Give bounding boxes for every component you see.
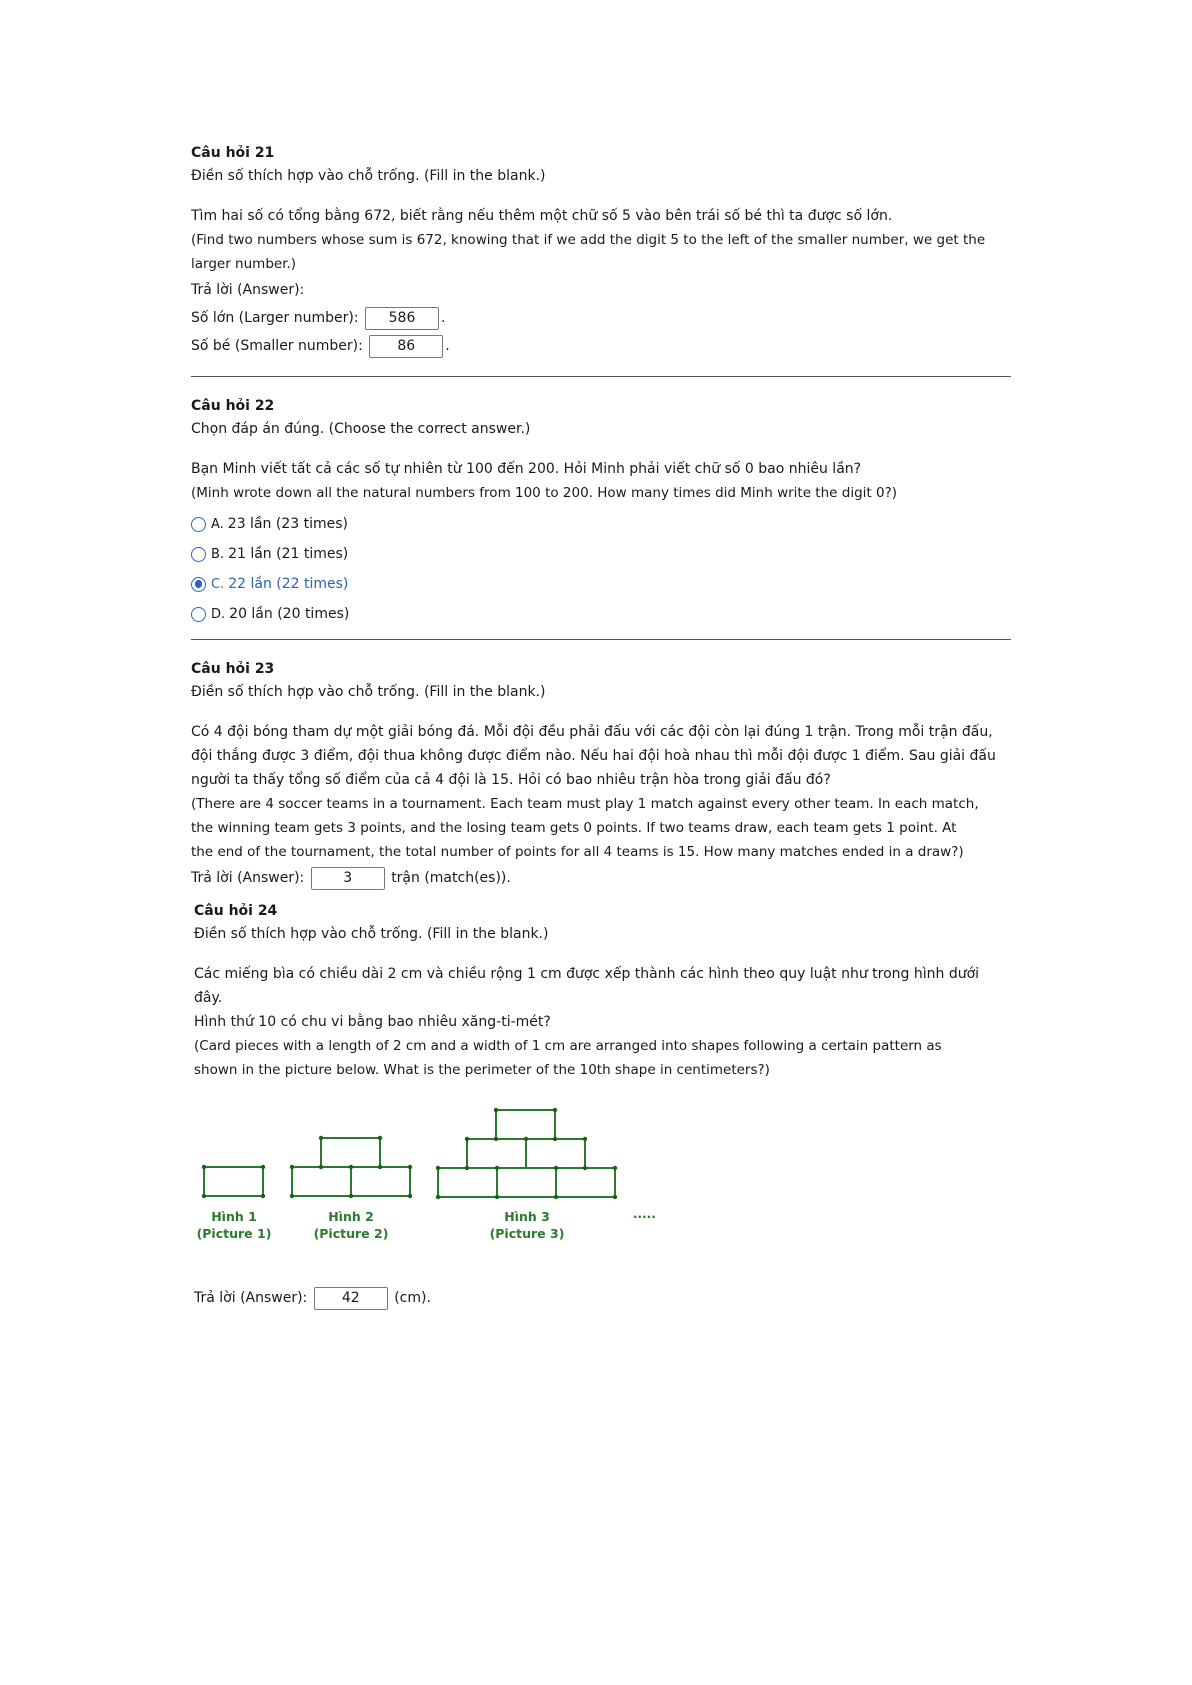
question-23 (191, 658, 1011, 892)
smaller-number-label: Số bé (Smaller number): (191, 338, 363, 354)
option-c[interactable] (191, 569, 1011, 599)
larger-number-label: Số lớn (Larger number): (191, 310, 359, 326)
question-24 (194, 900, 1011, 1312)
card-rect (292, 1167, 351, 1196)
larger-number-row (191, 304, 1011, 332)
option-text: 23 lần (23 times) (227, 516, 348, 532)
question-text-vi: Các miếng bìa có chiều dài 2 cm và chiều rộng 1 cm được xếp thành các hình theo quy luật như trong hình dưới đây. (194, 966, 980, 1006)
caption-en: (Picture 3) (489, 1226, 565, 1241)
answer-input[interactable]: 42 (314, 1287, 388, 1310)
question-title: Câu hỏi 23 (191, 661, 275, 677)
period: . (445, 338, 450, 354)
card-rect (204, 1167, 263, 1196)
question-instruction: Chọn đáp án đúng. (Choose the correct answer.) (191, 421, 531, 437)
card-rect (556, 1168, 615, 1197)
answer-row (191, 864, 1011, 892)
radio-selected-icon[interactable] (191, 577, 206, 592)
picture-3-caption (482, 1208, 572, 1242)
question-text-vi: Bạn Minh viết tất cả các số tự nhiên từ 100 đến 200. Hỏi Minh phải viết chữ số 0 bao nhiêu lần? (191, 461, 862, 477)
card-rect (496, 1110, 555, 1139)
option-text: 21 lần (21 times) (228, 546, 349, 562)
picture-1-caption (189, 1208, 279, 1242)
card-rect (526, 1139, 585, 1168)
divider (191, 639, 1011, 640)
continuation-dots: ..... (633, 1207, 656, 1221)
question-22 (191, 395, 1011, 629)
question-text-en: the winning team gets 3 points, and the losing team gets 0 points. If two teams draw, each team gets 1 point. At (191, 820, 957, 836)
answer-unit: trận (match(es)). (391, 870, 511, 886)
option-letter: A. (211, 516, 224, 532)
option-letter: C. (211, 576, 225, 592)
option-text: 22 lần (22 times) (228, 576, 349, 592)
question-text-en: (Find two numbers whose sum is 672, knowing that if we add the digit 5 to the left of the smaller number, we get the larger number.) (191, 232, 986, 272)
answer-label: Trả lời (Answer): (191, 282, 305, 298)
card-rect (321, 1138, 380, 1167)
option-d[interactable] (191, 599, 1011, 629)
question-text-en: (There are 4 soccer teams in a tournament. Each team must play 1 match against every other team. In each match, (191, 796, 979, 812)
option-a[interactable] (191, 509, 1011, 539)
picture-2-caption (306, 1208, 396, 1242)
pattern-figure (194, 1108, 1014, 1278)
question-text-en: the end of the tournament, the total number of points for all 4 teams is 15. How many matches ended in a draw?) (191, 844, 964, 860)
question-text-en: (Card pieces with a length of 2 cm and a width of 1 cm are arranged into shapes following a certain pattern as (194, 1038, 942, 1054)
card-pattern-drawing (194, 1108, 654, 1223)
answer-label: Trả lời (Answer): (191, 870, 305, 886)
question-title: Câu hỏi 24 (194, 903, 278, 919)
question-title: Câu hỏi 22 (191, 398, 275, 414)
question-instruction: Điền số thích hợp vào chỗ trống. (Fill in the blank.) (194, 926, 549, 942)
card-rect (438, 1168, 497, 1197)
question-text-vi: Hình thứ 10 có chu vi bằng bao nhiêu xăng-ti-mét? (194, 1014, 551, 1030)
question-title: Câu hỏi 21 (191, 145, 275, 161)
quiz-page (191, 142, 1011, 1312)
option-letter: B. (211, 546, 225, 562)
question-text-vi: Tìm hai số có tổng bằng 672, biết rằng nếu thêm một chữ số 5 vào bên trái số bé thì ta được số lớn. (191, 208, 893, 224)
question-text-vi: Có 4 đội bóng tham dự một giải bóng đá. Mỗi đội đều phải đấu với các đội còn lại đúng 1 trận. Trong mỗi trận đấu, (191, 724, 993, 740)
option-b[interactable] (191, 539, 1011, 569)
larger-number-input[interactable]: 586 (365, 307, 439, 330)
question-text-en: (Minh wrote down all the natural numbers from 100 to 200. How many times did Minh write the digit 0?) (191, 485, 897, 501)
question-instruction: Điền số thích hợp vào chỗ trống. (Fill in the blank.) (191, 684, 546, 700)
card-rect (497, 1168, 556, 1197)
card-rect (467, 1139, 526, 1168)
caption-en: (Picture 1) (196, 1226, 272, 1241)
period: . (441, 310, 446, 326)
card-rect (351, 1167, 410, 1196)
radio-icon[interactable] (191, 607, 206, 622)
caption-vi: Hình 2 (328, 1209, 374, 1224)
question-21 (191, 142, 1011, 360)
question-instruction: Điền số thích hợp vào chỗ trống. (Fill in the blank.) (191, 168, 546, 184)
smaller-number-row (191, 332, 1011, 360)
option-letter: D. (211, 606, 226, 622)
smaller-number-input[interactable]: 86 (369, 335, 443, 358)
option-text: 20 lần (20 times) (229, 606, 350, 622)
divider (191, 376, 1011, 377)
caption-en: (Picture 2) (313, 1226, 389, 1241)
answer-input[interactable]: 3 (311, 867, 385, 890)
answer-row (194, 1284, 1011, 1312)
caption-vi: Hình 1 (211, 1209, 257, 1224)
question-text-vi: đội thắng được 3 điểm, đội thua không được điểm nào. Nếu hai đội hoà nhau thì mỗi đội được 1 điểm. Sau giải đấu (191, 748, 996, 764)
caption-vi: Hình 3 (504, 1209, 550, 1224)
question-text-en: shown in the picture below. What is the perimeter of the 10th shape in centimeters?) (194, 1062, 770, 1078)
radio-icon[interactable] (191, 547, 206, 562)
question-text-vi: người ta thấy tổng số điểm của cả 4 đội là 15. Hỏi có bao nhiêu trận hòa trong giải đấu đó? (191, 772, 831, 788)
answer-label: Trả lời (Answer): (194, 1290, 308, 1306)
answer-unit: (cm). (394, 1290, 431, 1306)
radio-icon[interactable] (191, 517, 206, 532)
